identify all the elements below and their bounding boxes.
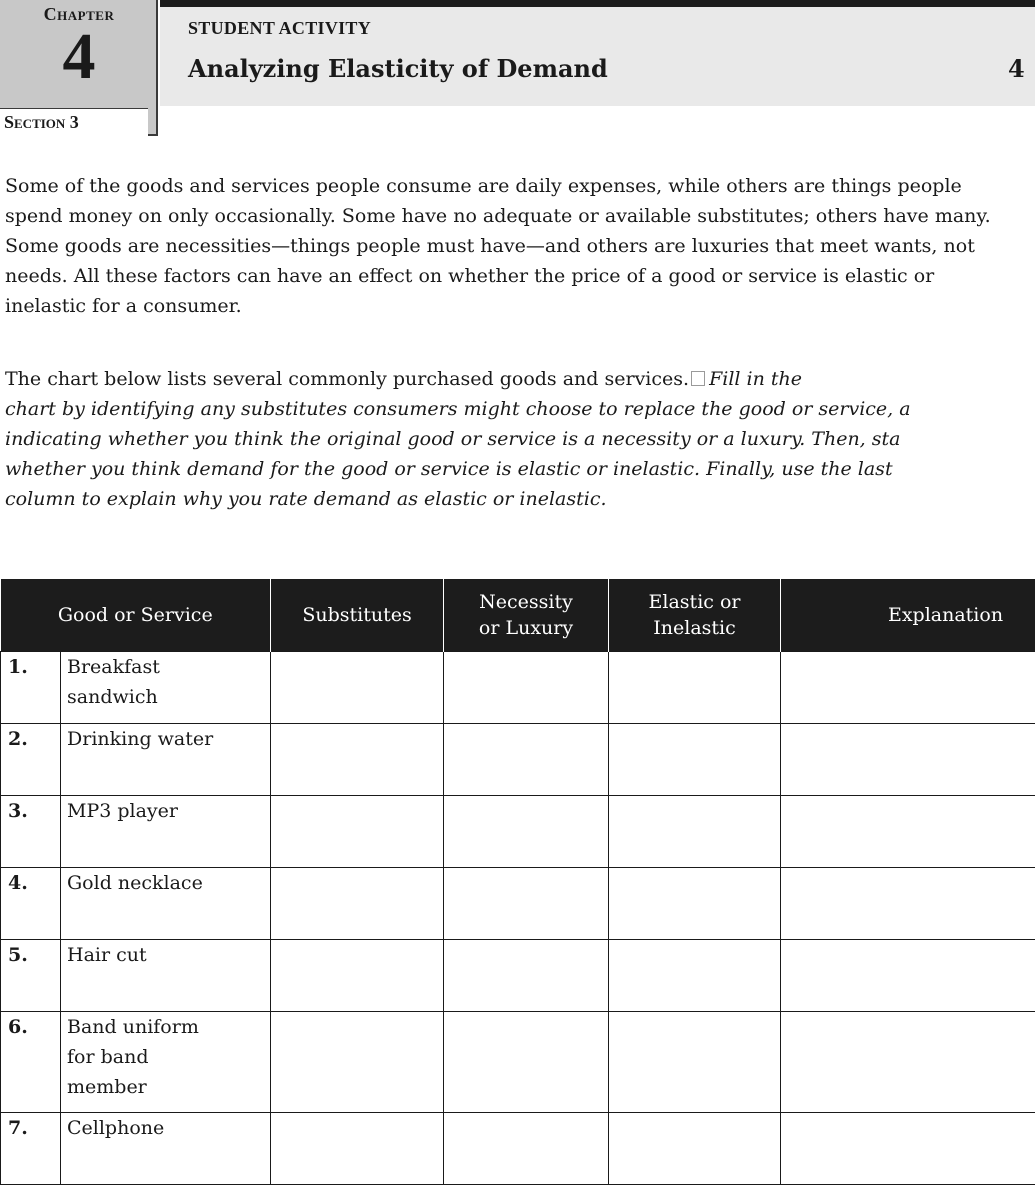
activity-table [0,579,1035,1185]
elasticity-cell[interactable] [609,939,781,1011]
table-header-row [1,579,1035,651]
row-number: 6. [1,1011,61,1112]
instructions-italic-start: Fill in the [709,368,802,390]
explanation-cell[interactable] [781,651,1035,723]
header-good-or-service: Good or Service [1,579,271,651]
row-item [61,1112,271,1184]
row-item-line-1: Gold necklace [67,872,203,894]
header-elastic-line-1: Elastic or [649,591,741,613]
row-item-line-1: Breakfast [67,656,160,678]
header-necessity-or-luxury [444,579,609,651]
row-number: 7. [1,1112,61,1184]
table-row [1,867,1035,939]
activity-title: Analyzing Elasticity of Demand [188,54,608,83]
necessity-cell[interactable] [444,795,609,867]
necessity-cell[interactable] [444,723,609,795]
header-substitutes: Substitutes [271,579,444,651]
substitutes-cell[interactable] [271,723,444,795]
table-row [1,795,1035,867]
necessity-cell[interactable] [444,1112,609,1184]
elasticity-cell[interactable] [609,795,781,867]
instructions-line-1 [5,364,1035,394]
checkbox-icon [691,371,705,386]
explanation-cell[interactable] [781,723,1035,795]
necessity-cell[interactable] [444,1011,609,1112]
header-elastic-or-inelastic [609,579,781,651]
activity-label: STUDENT ACTIVITY [188,18,371,39]
explanation-cell[interactable] [781,1112,1035,1184]
necessity-cell[interactable] [444,651,609,723]
substitutes-cell[interactable] [271,1011,444,1112]
instructions-line-5: column to explain why you rate demand as elastic or inelastic. [5,484,1035,514]
header-explanation: Explanation [781,579,1035,651]
substitutes-cell[interactable] [271,1112,444,1184]
row-item-line-1: Band uniform [67,1016,199,1038]
header-necessity-line-1: Necessity [479,591,573,613]
table-row [1,939,1035,1011]
section-label: Section 3 [0,108,148,136]
row-item-line-2: sandwich [67,686,158,708]
header-rule [160,0,1035,7]
intro-paragraph: Some of the goods and services people consume are daily expenses, while others are things people spend money on only occasionally. Some have no adequate or available substitutes; others have many. Some goods are necessities—things people must have—and others are luxuries that meet wants, not needs. All these factors can have an effect on whether the price of a good or service is elastic or inelastic for a consumer. [5,171,1015,321]
page-number: 4 [1008,54,1025,83]
instructions-line-3: indicating whether you think the original good or service is a necessity or a luxury. Then, sta [5,424,1035,454]
instructions-line-2: chart by identifying any substitutes consumers might choose to replace the good or service, a [5,394,1035,424]
row-number: 5. [1,939,61,1011]
table-row [1,1112,1035,1184]
elasticity-cell[interactable] [609,1011,781,1112]
necessity-cell[interactable] [444,867,609,939]
chapter-label: Chapter [0,4,158,25]
explanation-cell[interactable] [781,1011,1035,1112]
chapter-box [0,0,158,136]
row-item [61,723,271,795]
row-number: 4. [1,867,61,939]
table-row [1,1011,1035,1112]
explanation-cell[interactable] [781,939,1035,1011]
instructions-lead: The chart below lists several commonly purchased goods and services. [5,368,689,390]
row-item [61,795,271,867]
row-item [61,939,271,1011]
explanation-cell[interactable] [781,795,1035,867]
row-number: 3. [1,795,61,867]
row-item-line-1: Hair cut [67,944,147,966]
header-necessity-line-2: or Luxury [479,617,573,639]
row-number: 1. [1,651,61,723]
elasticity-cell[interactable] [609,723,781,795]
row-item [61,867,271,939]
row-item-line-1: MP3 player [67,800,178,822]
elasticity-cell[interactable] [609,867,781,939]
explanation-cell[interactable] [781,867,1035,939]
instructions-line-4: whether you think demand for the good or service is elastic or inelastic. Finally, use the last [5,454,1035,484]
row-item [61,651,271,723]
row-item-line-1: Cellphone [67,1117,164,1139]
row-item-line-1: Drinking water [67,728,213,750]
header-bar [160,0,1035,106]
row-item [61,1011,271,1112]
elasticity-cell[interactable] [609,651,781,723]
header-elastic-line-2: Inelastic [653,617,736,639]
instructions [5,364,1035,514]
substitutes-cell[interactable] [271,867,444,939]
substitutes-cell[interactable] [271,795,444,867]
necessity-cell[interactable] [444,939,609,1011]
chapter-number: 4 [0,24,158,90]
table-row [1,651,1035,723]
substitutes-cell[interactable] [271,651,444,723]
row-item-line-3: member [67,1076,147,1098]
substitutes-cell[interactable] [271,939,444,1011]
row-item-line-2: for band [67,1046,148,1068]
row-number: 2. [1,723,61,795]
elasticity-cell[interactable] [609,1112,781,1184]
table-row [1,723,1035,795]
